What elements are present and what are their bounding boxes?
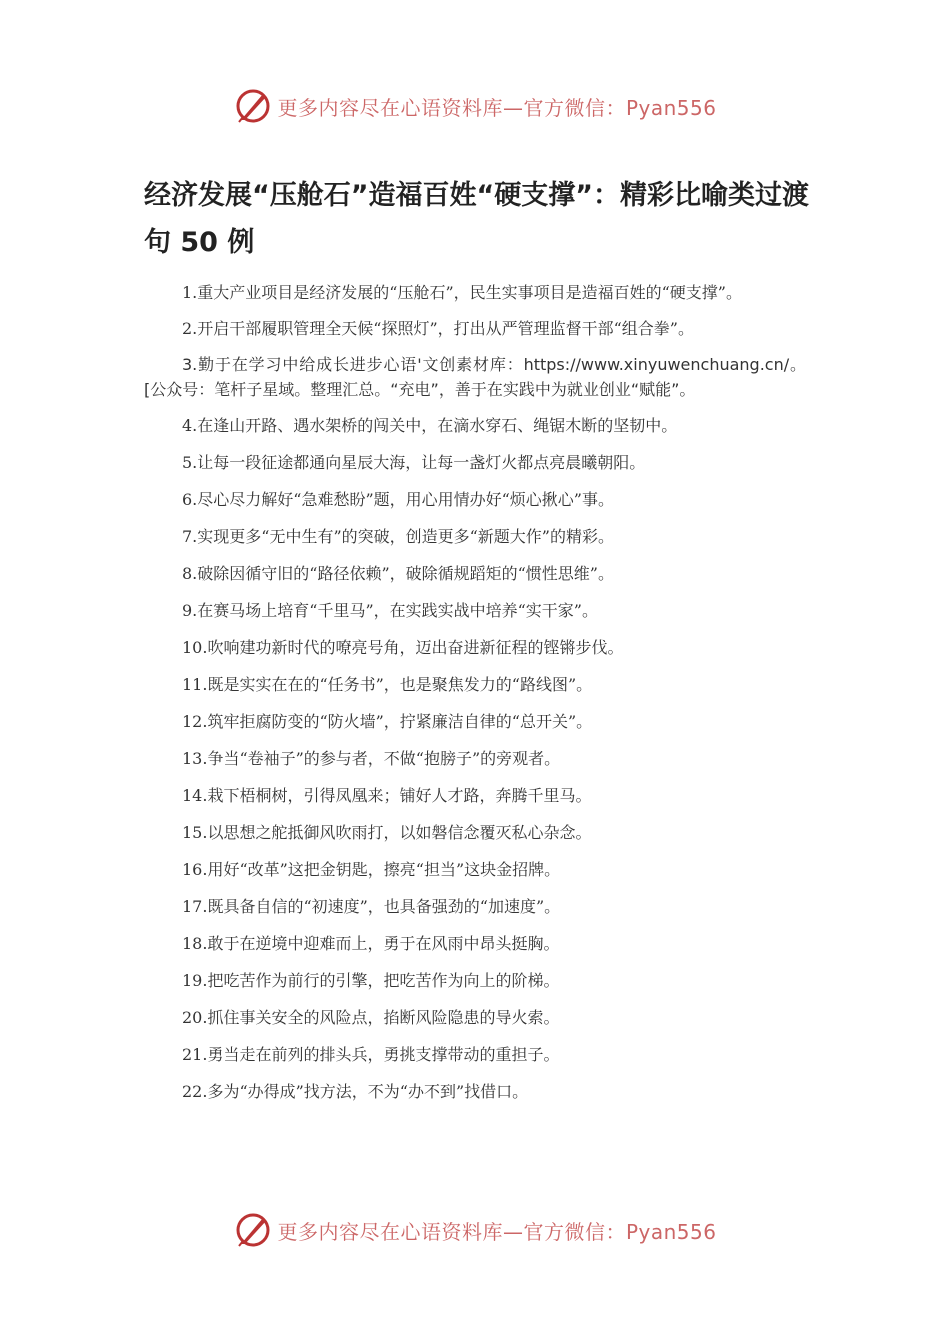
header-banner-separator: — xyxy=(502,95,524,120)
paragraph-2: 2.开启干部履职管理全天候“探照灯”，打出从严管理监督干部“组合拳”。 xyxy=(182,319,694,338)
footer-banner-suffix: 官方微信：Pyan556 xyxy=(523,1219,717,1244)
list-item: 5.让每一段征途都通向星辰大海，让每一盏灯火都点亮晨曦朝阳。 xyxy=(182,453,646,472)
paragraph-1: 1.重大产业项目是经济发展的“压舱石”，民生实事项目是造福百姓的“硬支撑”。 xyxy=(182,283,742,302)
sentence-list xyxy=(144,413,806,1116)
list-item: 9.在赛马场上培育“千里马”，在实践实战中培养“实干家”。 xyxy=(182,601,598,620)
header-banner-text: 更多内容尽在心语资料库 xyxy=(277,95,503,120)
list-item: 8.破除因循守旧的“路径依赖”，破除循规蹈矩的“惯性思维”。 xyxy=(182,564,614,583)
list-item: 7.实现更多“无中生有”的突破，创造更多“新题大作”的精彩。 xyxy=(182,527,614,546)
footer-banner xyxy=(0,1208,950,1252)
list-item: 17.既具备自信的“初速度”，也具备强劲的“加速度”。 xyxy=(182,897,561,916)
list-item: 11.既是实实在在的“任务书”，也是聚焦发力的“路线图”。 xyxy=(182,675,593,694)
list-item: 14.栽下梧桐树，引得凤凰来；铺好人才路，奔腾千里马。 xyxy=(182,786,592,805)
quill-logo-icon xyxy=(233,1210,273,1250)
list-item: 16.用好“改革”这把金钥匙，擦亮“担当”这块金招牌。 xyxy=(182,860,561,879)
quill-logo-icon xyxy=(233,86,273,126)
list-item: 6.尽心尽力解好“急难愁盼”题，用心用情办好“烦心揪心”事。 xyxy=(182,490,614,509)
list-item: 20.抓住事关安全的风险点，掐断风险隐患的导火索。 xyxy=(182,1008,560,1027)
footer-banner-separator: — xyxy=(502,1219,524,1244)
document-title: 经济发展“压舱石”造福百姓“硬支撑”：精彩比喻类过渡句 50 例 xyxy=(144,180,809,258)
list-item: 12.筑牢拒腐防变的“防火墙”，拧紧廉洁自律的“总开关”。 xyxy=(182,712,593,731)
header-banner-suffix: 官方微信：Pyan556 xyxy=(523,95,717,120)
list-item: 13.争当“卷袖子”的参与者，不做“抱膀子”的旁观者。 xyxy=(182,749,561,768)
list-item: 15.以思想之舵抵御风吹雨打，以如磐信念覆灭私心杂念。 xyxy=(182,823,592,842)
list-item: 10.吹响建功新时代的嘹亮号角，迈出奋进新征程的铿锵步伐。 xyxy=(182,638,624,657)
list-item: 19.把吃苦作为前行的引擎，把吃苦作为向上的阶梯。 xyxy=(182,971,560,990)
footer-banner-text: 更多内容尽在心语资料库 xyxy=(277,1219,503,1244)
document-body xyxy=(144,280,806,1116)
list-item: 22.多为“办得成”找方法，不为“办不到”找借口。 xyxy=(182,1082,529,1101)
list-item: 4.在逢山开路、遇水架桥的闯关中，在滴水穿石、绳锯木断的坚韧中。 xyxy=(182,416,678,435)
header-banner xyxy=(0,84,950,128)
paragraph-3: 3.勤于在学习中给成长进步心语'文创素材库：https://www.xinyuwenchuang.cn/。[公众号：笔杆子星域。整理汇总。“充电”，善于在实践中为就业创业“赋能”。 xyxy=(144,355,806,399)
list-item: 21.勇当走在前列的排头兵，勇挑支撑带动的重担子。 xyxy=(182,1045,560,1064)
list-item: 18.敢于在逆境中迎难而上，勇于在风雨中昂头挺胸。 xyxy=(182,934,560,953)
